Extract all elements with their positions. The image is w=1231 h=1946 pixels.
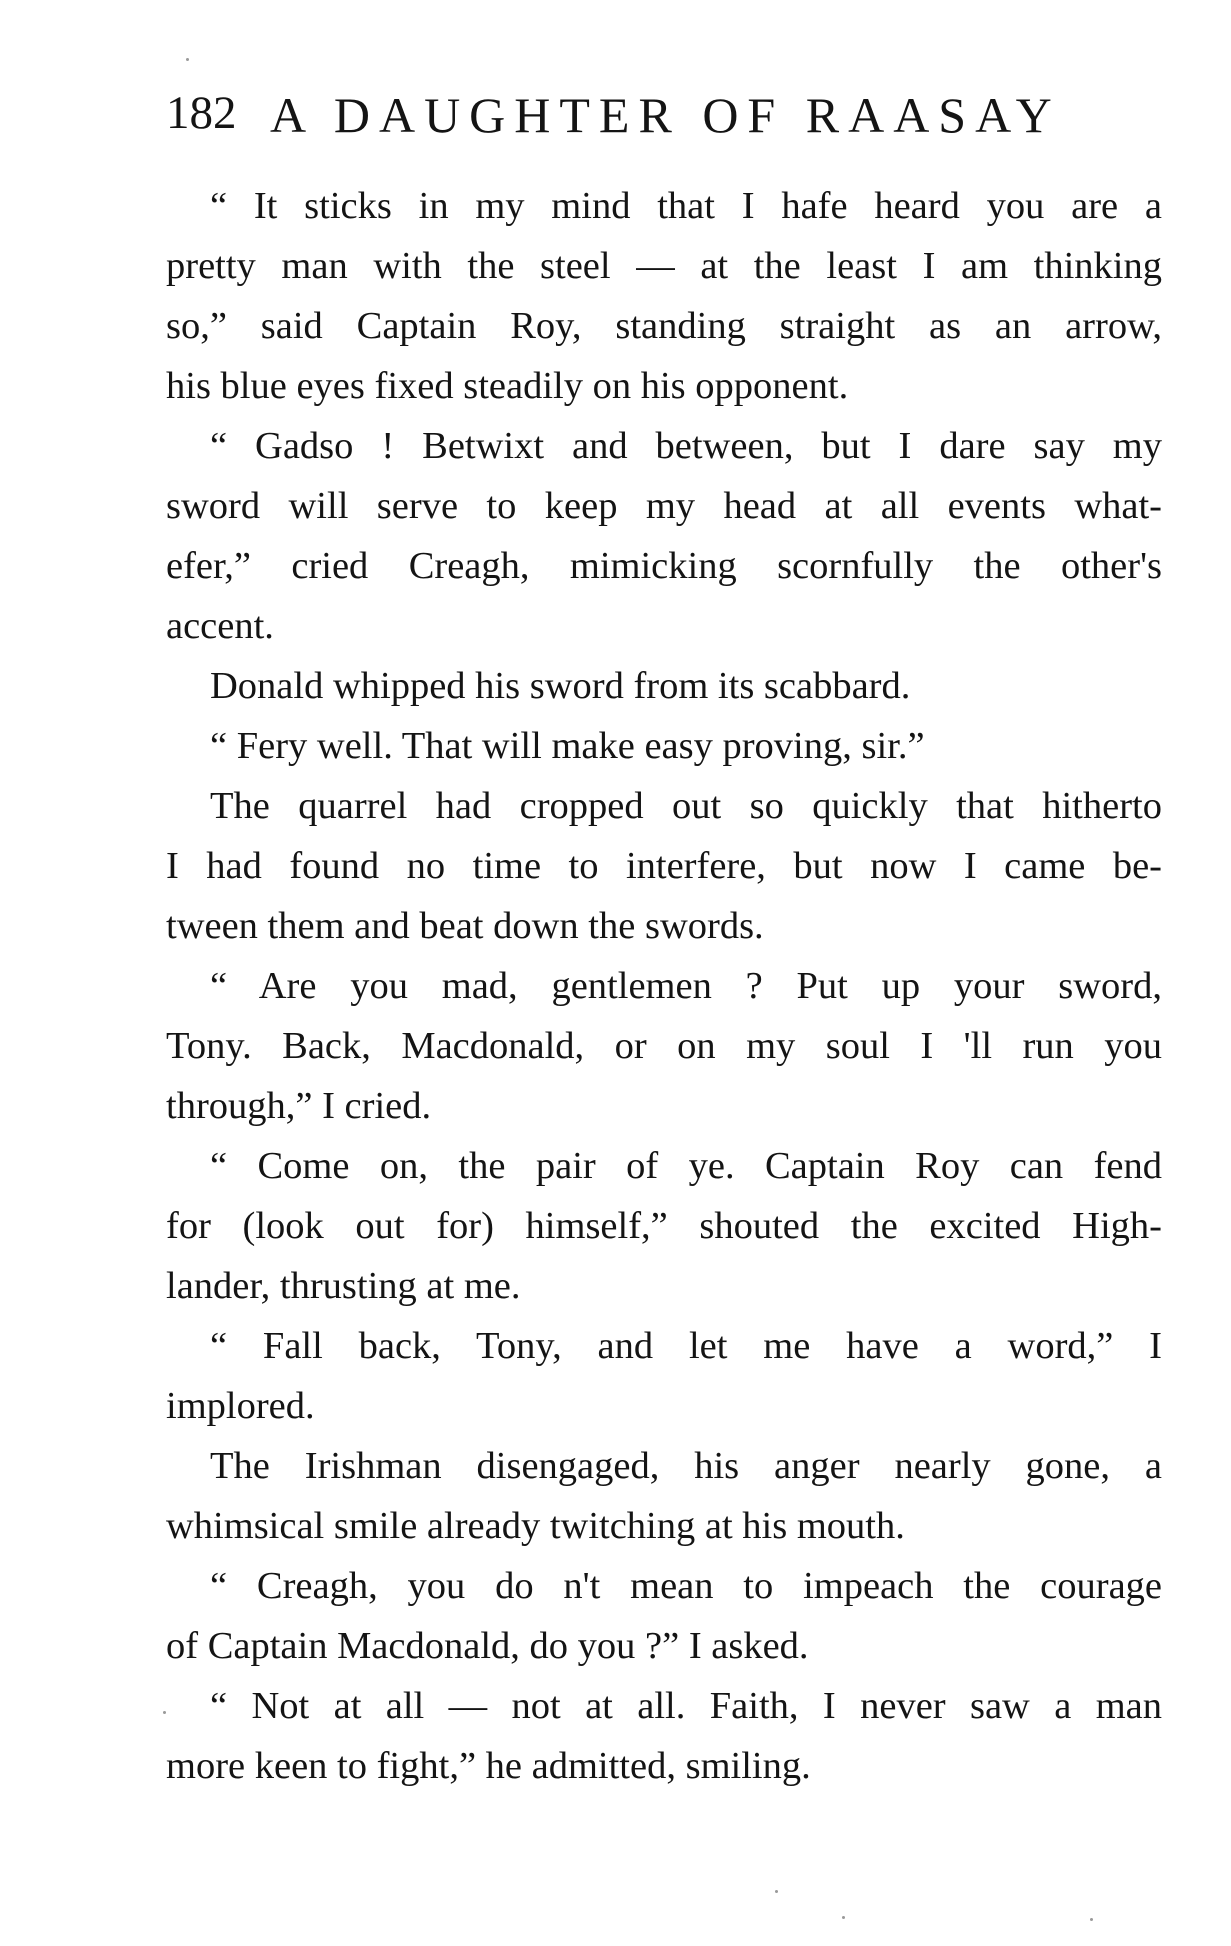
paragraph (166, 176, 1162, 416)
running-title: A DAUGHTER OF RAASAY (270, 87, 1061, 143)
paragraph (166, 1316, 1162, 1436)
scan-speck (1090, 1918, 1093, 1921)
scan-speck (163, 1711, 166, 1714)
text-line: “ Come on, the pair of ye. Captain Roy can fend (210, 1145, 1162, 1187)
text-line: “ Fall back, Tony, and let me have a word,” I (210, 1325, 1162, 1367)
paragraph (166, 416, 1162, 656)
text-line: “ It sticks in my mind that I hafe heard you are a (210, 185, 1162, 227)
text-line: “ Gadso ! Betwixt and between, but I dare say my (210, 425, 1162, 467)
text-line: pretty man with the steel — at the least I am thinking (166, 245, 1162, 287)
text-line: efer,” cried Creagh, mimicking scornfully the other's (166, 545, 1162, 587)
paragraph (166, 1436, 1162, 1556)
text-line: “ Not at all — not at all. Faith, I never saw a man (210, 1685, 1162, 1727)
text-line: accent. (166, 605, 274, 647)
paragraph (166, 956, 1162, 1136)
running-head (166, 86, 1162, 146)
text-line: The quarrel had cropped out so quickly that hitherto (210, 785, 1162, 827)
text-line: his blue eyes fixed steadily on his opponent. (166, 365, 849, 407)
text-line: Tony. Back, Macdonald, or on my soul I 'll run you (166, 1025, 1162, 1067)
text-line: implored. (166, 1385, 315, 1427)
text-line: I had found no time to interfere, but now I came be- (166, 845, 1162, 887)
page-number: 182 (166, 87, 237, 139)
paragraph (166, 1136, 1162, 1316)
text-line: lander, thrusting at me. (166, 1265, 521, 1307)
text-line: whimsical smile already twitching at his mouth. (166, 1505, 905, 1547)
paragraph (166, 1556, 1162, 1676)
scan-speck (842, 1916, 845, 1919)
text-line: of Captain Macdonald, do you ?” I asked. (166, 1625, 809, 1667)
text-line: sword will serve to keep my head at all events what- (166, 485, 1162, 527)
text-line: so,” said Captain Roy, standing straight as an arrow, (166, 305, 1162, 347)
paragraph (166, 776, 1162, 956)
text-line: “ Are you mad, gentlemen ? Put up your sword, (210, 965, 1162, 1007)
text-line: “ Fery well. That will make easy proving, sir.” (210, 725, 925, 767)
text-line: “ Creagh, you do n't mean to impeach the courage (210, 1565, 1162, 1607)
scan-speck (186, 58, 189, 61)
text-line: tween them and beat down the swords. (166, 905, 764, 947)
scan-speck (775, 1890, 778, 1893)
paragraph (166, 716, 1162, 776)
text-line: for (look out for) himself,” shouted the excited High- (166, 1205, 1162, 1247)
paragraph (166, 1676, 1162, 1796)
text-line: Donald whipped his sword from its scabbard. (210, 665, 911, 707)
paragraph (166, 656, 1162, 716)
text-line: more keen to fight,” he admitted, smiling. (166, 1745, 811, 1787)
body-text (166, 176, 1162, 1796)
text-line: through,” I cried. (166, 1085, 432, 1127)
text-line: The Irishman disengaged, his anger nearly gone, a (210, 1445, 1162, 1487)
